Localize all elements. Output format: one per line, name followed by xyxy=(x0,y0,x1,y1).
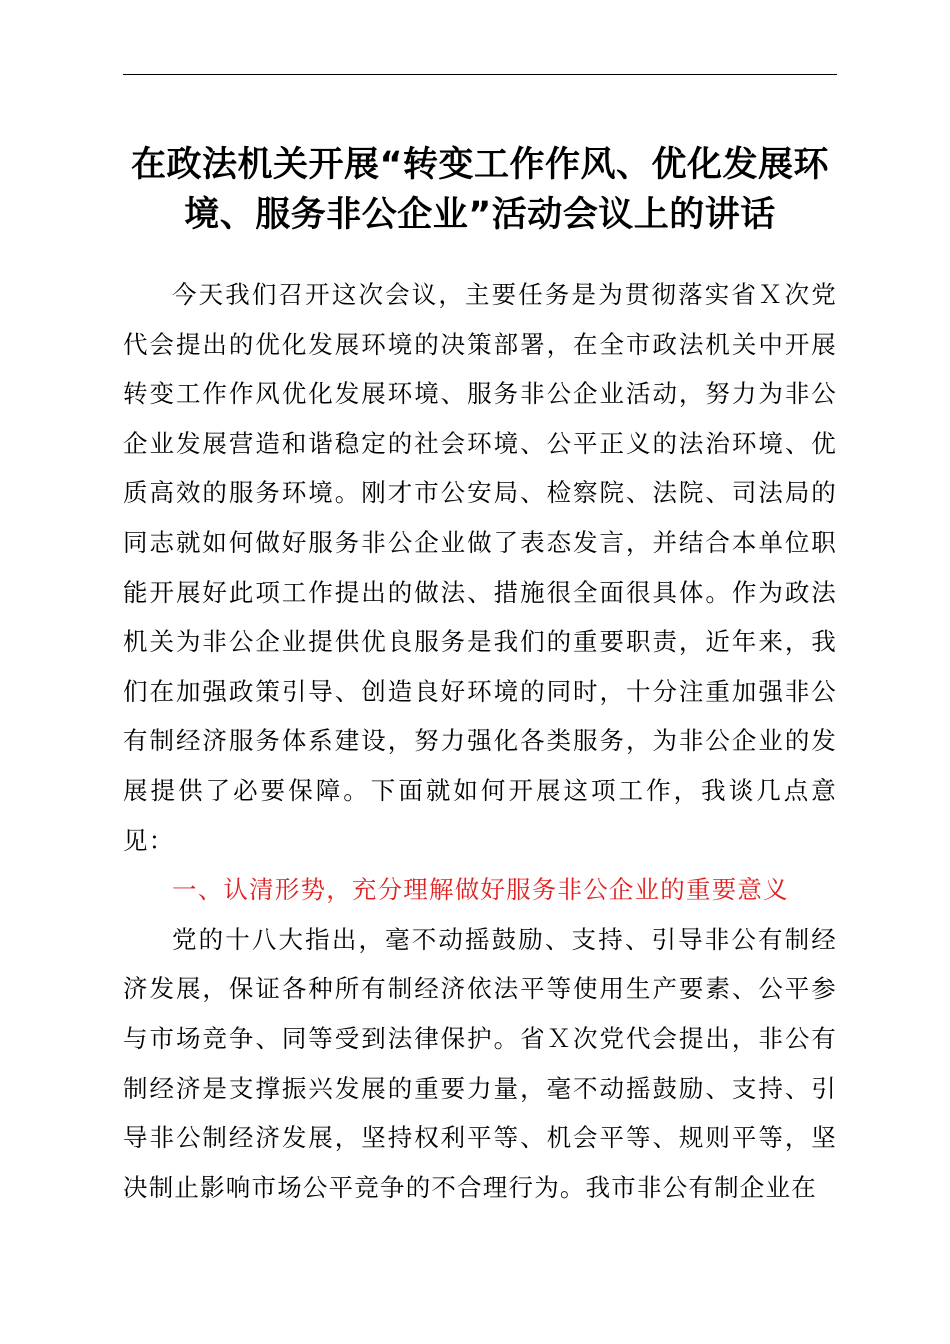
intro-paragraph: 今天我们召开这次会议，主要任务是为贯彻落实省Ｘ次党代会提出的优化发展环境的决策部署，在全市政法机关中开展转变工作作风优化发展环境、服务非公企业活动，努力为非公企业发展营造和谐稳定的社会环境、公平正义的法治环境、优质高效的服务环境。刚才市公安局、检察院、法院、司法局的同志就如何做好服务非公企业做了表态发言，并结合本单位职能开展好此项工作提出的做法、措施很全面很具体。作为政法机关为非公企业提供优良服务是我们的重要职责，近年来，我们在加强政策引导、创造良好环境的同时，十分注重加强非公有制经济服务体系建设，努力强化各类服务，为非公企业的发展提供了必要保障。下面就如何开展这项工作，我谈几点意见： xyxy=(123,280,837,855)
title-line-2: 境、服务非公企业”活动会议上的讲话 xyxy=(184,195,776,235)
document-body xyxy=(123,270,837,1212)
section-heading: 一、认清形势，充分理解做好服务非公企业的重要意义 xyxy=(172,875,789,905)
header-rule xyxy=(123,74,837,75)
title-line-1: 在政法机关开展“转变工作作风、优化发展环 xyxy=(130,145,829,185)
section-paragraph: 党的十八大指出，毫不动摇鼓励、支持、引导非公有制经济发展，保证各种所有制经济依法平等使用生产要素、公平参与市场竞争、同等受到法律保护。省Ｘ次党代会提出，非公有制经济是支撑振兴发展的重要力量，毫不动摇鼓励、支持、引导非公制经济发展，坚持权利平等、机会平等、规则平等，坚决制止影响市场公平竞争的不合理行为。我市非公有制企业在 xyxy=(123,924,837,1202)
document-title xyxy=(123,140,837,240)
